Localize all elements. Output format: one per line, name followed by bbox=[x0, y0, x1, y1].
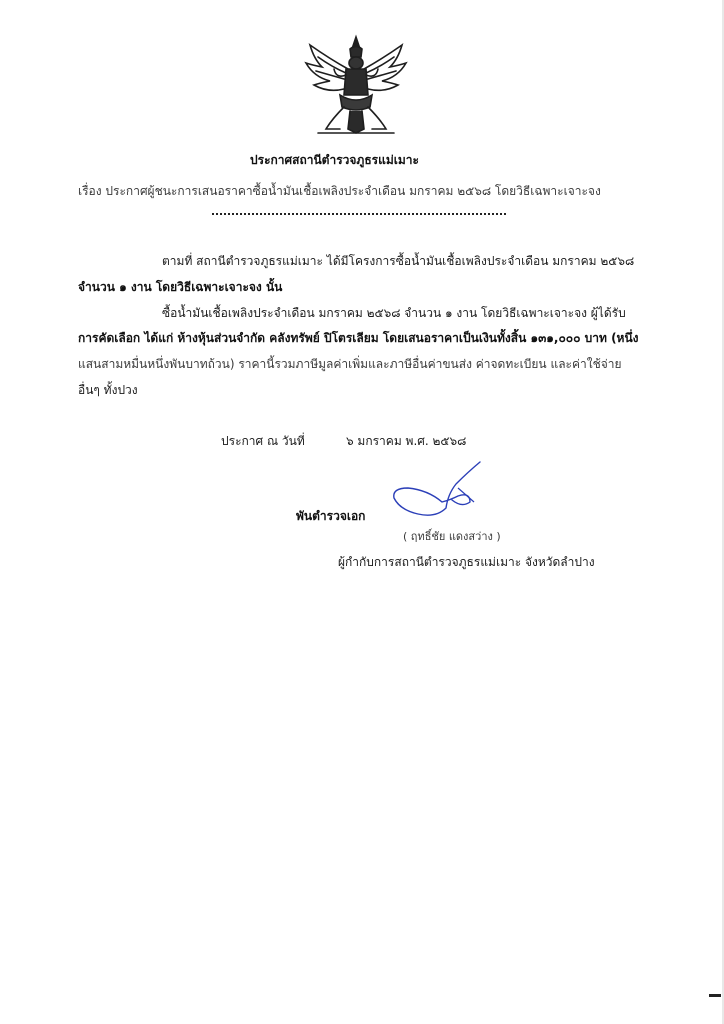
document-title: ประกาศสถานีตำรวจภูธรแม่เมาะ bbox=[250, 153, 419, 167]
scan-edge-mark bbox=[709, 994, 721, 997]
document-subject: เรื่อง ประกาศผู้ชนะการเสนอราคาซื้อน้ำมันเชื้อเพลิงประจำเดือน มกราคม ๒๕๖๘ โดยวิธีเฉพาะเจาะจง bbox=[78, 184, 601, 198]
date-value: ๖ มกราคม พ.ศ. ๒๕๖๘ bbox=[346, 434, 467, 448]
dotted-divider bbox=[212, 213, 506, 215]
paragraph-2-line-2: การคัดเลือก ได้แก่ ห้างหุ้นส่วนจำกัด คลังทรัพย์ ปิโตรเลียม โดยเสนอราคาเป็นเงินทั้งสิ้น ๑๓๑,๐๐๐ บาท (หนึ่ง bbox=[78, 331, 639, 345]
paragraph-1-line-2: จำนวน ๑ งาน โดยวิธีเฉพาะเจาะจง นั้น bbox=[78, 280, 283, 294]
paragraph-2-line-4: อื่นๆ ทั้งปวง bbox=[78, 383, 138, 397]
paragraph-2-line-3: แสนสามหมื่นหนึ่งพันบาทถ้วน) ราคานี้รวมภาษีมูลค่าเพิ่มและภาษีอื่นค่าขนส่ง ค่าจดทะเบียน และค่าใช้จ่าย bbox=[78, 357, 622, 371]
paragraph-1-line-1: ตามที่ สถานีตำรวจภูธรแม่เมาะ ได้มีโครงการซื้อน้ำมันเชื้อเพลิงประจำเดือน มกราคม ๒๕๖๘ bbox=[162, 254, 635, 268]
garuda-emblem-icon bbox=[300, 33, 412, 139]
date-label: ประกาศ ณ วันที่ bbox=[221, 434, 305, 448]
signatory-position: ผู้กำกับการสถานีตำรวจภูธรแม่เมาะ จังหวัดลำปาง bbox=[338, 555, 595, 569]
signatory-name: ( ฤทธิ์ชัย แดงสว่าง ) bbox=[403, 530, 501, 543]
signatory-rank: พันตำรวจเอก bbox=[296, 509, 366, 523]
signature-handwritten bbox=[388, 458, 498, 528]
paragraph-2-line-1: ซื้อน้ำมันเชื้อเพลิงประจำเดือน มกราคม ๒๕๖๘ จำนวน ๑ งาน โดยวิธีเฉพาะเจาะจง ผู้ได้รับ bbox=[162, 306, 626, 320]
